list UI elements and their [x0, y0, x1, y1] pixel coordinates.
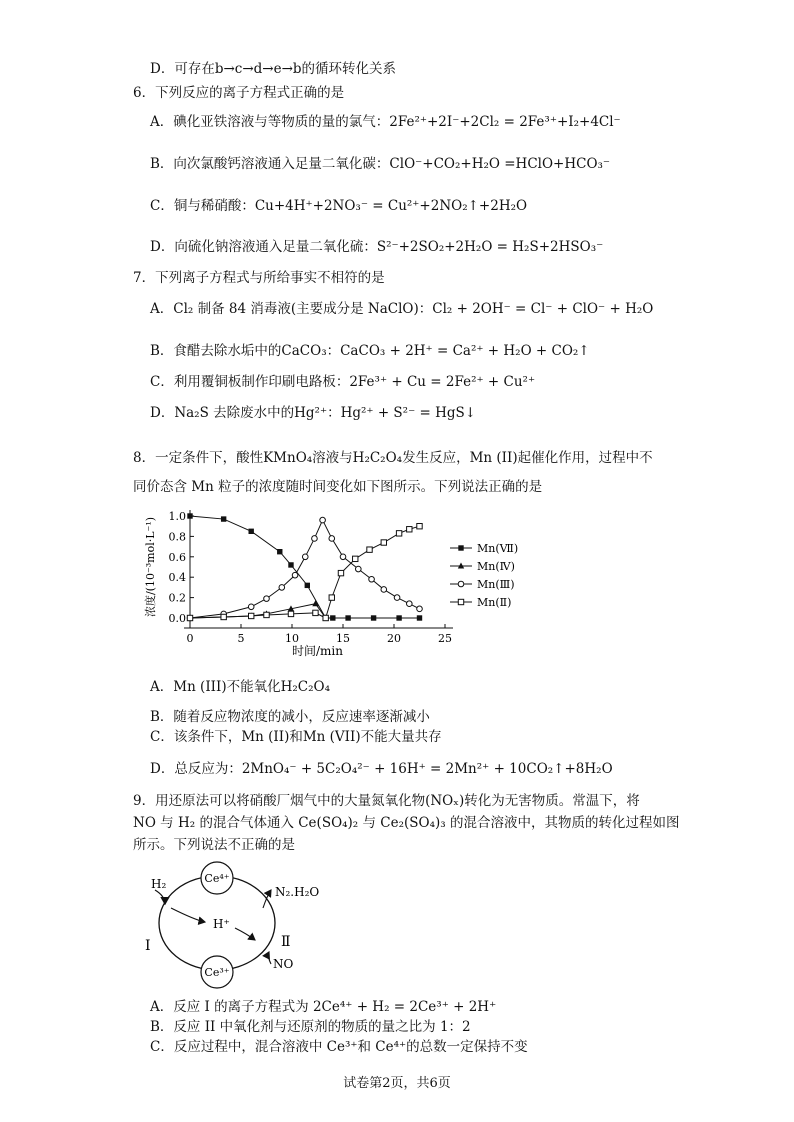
data-point — [330, 615, 335, 620]
data-point — [292, 572, 298, 578]
q7-option-b: B．食醋去除水垢中的CaCO₃：CaCO₃ + 2H⁺ = Ca²⁺ + H₂O + CO₂↑ — [150, 343, 590, 359]
data-point — [187, 513, 192, 518]
q6-stem: 6．下列反应的离子方程式正确的是 — [133, 85, 345, 101]
q9-stem-line2: NO 与 H₂ 的混合气体通入 Ce(SO₄)₂ 与 Ce₂(SO₄)₃ 的混合溶液中，其物质的转化过程如图 — [133, 815, 680, 831]
data-point — [407, 527, 412, 532]
data-point — [381, 587, 387, 593]
q6-option-a: A．碘化亚铁溶液与等物质的量的氯气：2Fe²⁺+2I⁻+2Cl₂ = 2Fe³⁺+I₂+4Cl⁻ — [150, 114, 621, 130]
q7-option-a: A．Cl₂ 制备 84 消毒液(主要成分是 NaClO)：Cl₂ + 2OH⁻ = Cl⁻ + ClO⁻ + H₂O — [150, 301, 654, 317]
q8-option-b: B．随着反应物浓度的减小，反应速率逐渐减小 — [150, 709, 430, 725]
ce-cycle-diagram — [135, 860, 325, 990]
h2-arrow — [155, 890, 165, 904]
ce4-label: Ce⁴⁺ — [204, 872, 230, 885]
step1-label: Ⅰ — [145, 938, 151, 954]
data-point — [338, 570, 343, 575]
series-2 — [187, 517, 422, 621]
q8-option-a: A．Mn (III)不能氧化H₂C₂O₄ — [150, 679, 330, 695]
q9-option-b: B．反应 II 中氧化剂与还原剂的物质的量之比为 1：2 — [150, 1019, 471, 1035]
q9-option-c: C．反应过程中，混合溶液中 Ce³⁺和 Ce⁴⁺的总数一定保持不变 — [150, 1039, 528, 1055]
hplus-label: H⁺ — [213, 917, 230, 931]
x-axis-label: 时间/min — [292, 644, 343, 658]
q7-option-c: C．利用覆铜板制作印刷电路板：2Fe³⁺ + Cu = 2Fe²⁺ + Cu²⁺ — [150, 374, 536, 390]
data-point — [323, 615, 328, 620]
q8-option-d: D．总反应为：2MnO₄⁻ + 5C₂O₄²⁻ + 16H⁺ = 2Mn²⁺ + 10CO₂↑+8H₂O — [150, 761, 613, 777]
data-point — [356, 566, 362, 572]
data-point — [313, 610, 318, 615]
hplus-out-arrow — [235, 928, 255, 940]
hplus-in-arrow — [171, 908, 205, 922]
data-point — [187, 615, 192, 620]
data-point — [340, 554, 346, 560]
chart-ticks — [143, 510, 452, 658]
data-point — [302, 554, 308, 560]
data-point — [221, 614, 226, 619]
q6-option-d: D．向硫化钠溶液通入足量二氧化硫：S²⁻+2SO₂+2H₂O = H₂S+2HSO₃⁻ — [150, 239, 604, 255]
data-point — [369, 576, 375, 582]
x-tick-label: 15 — [336, 632, 350, 645]
h2-label: H₂ — [151, 877, 167, 891]
y-tick-label: 0.4 — [168, 571, 186, 585]
data-point — [288, 562, 293, 567]
data-point — [249, 613, 254, 618]
data-point — [279, 585, 285, 591]
x-tick-label: 0 — [186, 632, 194, 645]
data-point — [353, 556, 358, 561]
data-point — [381, 540, 386, 545]
q9-option-a: A．反应 I 的离子方程式为 2Ce⁴⁺ + H₂ = 2Ce³⁺ + 2H⁺ — [150, 999, 497, 1015]
q9-stem-line1: 9．用还原法可以将硝酸厂烟气中的大量氮氧化物(NOₓ)转化为无害物质。常温下，将 — [133, 793, 640, 809]
series-line — [190, 520, 420, 618]
q8-option-c: C．该条件下，Mn (II)和Mn (VII)不能大量共存 — [150, 729, 442, 745]
data-point — [320, 517, 326, 523]
legend-marker — [458, 545, 463, 550]
data-point — [396, 531, 401, 536]
data-point — [417, 615, 422, 620]
data-point — [345, 615, 350, 620]
ce3-label: Ce³⁺ — [204, 966, 230, 979]
series-0 — [187, 513, 422, 620]
legend-label: Mn(Ⅳ) — [477, 560, 515, 573]
chart-series — [187, 513, 423, 621]
data-point — [288, 611, 293, 616]
data-point — [264, 612, 269, 617]
data-point — [407, 601, 413, 607]
data-point — [329, 595, 334, 600]
data-point — [249, 529, 254, 534]
series-line — [190, 516, 420, 618]
legend-marker — [458, 599, 463, 604]
no-label: NO — [273, 957, 294, 971]
y-tick-label: 0.2 — [168, 591, 186, 605]
q7-option-d: D．Na₂S 去除废水中的Hg²⁺：Hg²⁺ + S²⁻ = HgS↓ — [150, 405, 477, 421]
step2-label: Ⅱ — [281, 934, 291, 950]
data-point — [248, 604, 254, 610]
data-point — [312, 536, 318, 542]
data-point — [277, 549, 282, 554]
x-tick-label: 20 — [387, 632, 401, 645]
q6-option-b: B．向次氯酸钙溶液通入足量二氧化碳：ClO⁻+CO₂+H₂O =HClO+HCO₃⁻ — [150, 156, 611, 172]
data-point — [396, 615, 401, 620]
data-point — [417, 524, 422, 529]
legend-label: Mn(Ⅶ) — [477, 542, 519, 555]
concentration-chart — [144, 500, 580, 665]
data-point — [264, 596, 270, 602]
page-footer: 试卷第2页，共6页 — [343, 1076, 451, 1091]
data-point — [417, 606, 423, 612]
y-axis-label: 浓度/(10⁻³mol·L⁻¹) — [144, 516, 157, 618]
y-tick-label: 1.0 — [168, 510, 186, 523]
q8-stem-line2: 同价态含 Mn 粒子的浓度随时间变化如下图所示。下列说法正确的是 — [133, 479, 543, 495]
chart-legend — [450, 542, 518, 609]
q5-option-d: D．可存在b→c→d→e→b的循环转化关系 — [150, 61, 397, 77]
q8-stem-line1: 8．一定条件下，酸性KMnO₄溶液与H₂C₂O₄发生反应，Mn (II)起催化作用，过程中不 — [133, 450, 653, 466]
legend-label: Mn(Ⅲ) — [477, 578, 515, 591]
q6-option-c: C．铜与稀硝酸：Cu+4H⁺+2NO₃⁻ = Cu²⁺+2NO₂↑+2H₂O — [150, 198, 528, 214]
y-tick-label: 0.0 — [168, 612, 186, 625]
y-tick-label: 0.8 — [168, 530, 186, 544]
products-label: N₂.H₂O — [275, 885, 320, 899]
data-point — [305, 583, 310, 588]
legend-label: Mn(Ⅱ) — [477, 596, 512, 609]
x-tick-label: 5 — [237, 632, 245, 645]
data-point — [394, 595, 400, 601]
y-tick-label: 0.6 — [168, 550, 186, 564]
data-point — [371, 615, 376, 620]
q9-stem-line3: 所示。下列说法不正确的是 — [133, 837, 295, 853]
q7-stem: 7．下列离子方程式与所给事实不相符的是 — [133, 270, 385, 286]
no-arrow — [268, 952, 271, 964]
legend-marker — [458, 581, 464, 587]
x-tick-label: 25 — [438, 632, 452, 645]
data-point — [221, 516, 226, 521]
data-point — [367, 547, 372, 552]
x-tick-label: 10 — [285, 632, 299, 645]
data-point — [329, 536, 335, 542]
